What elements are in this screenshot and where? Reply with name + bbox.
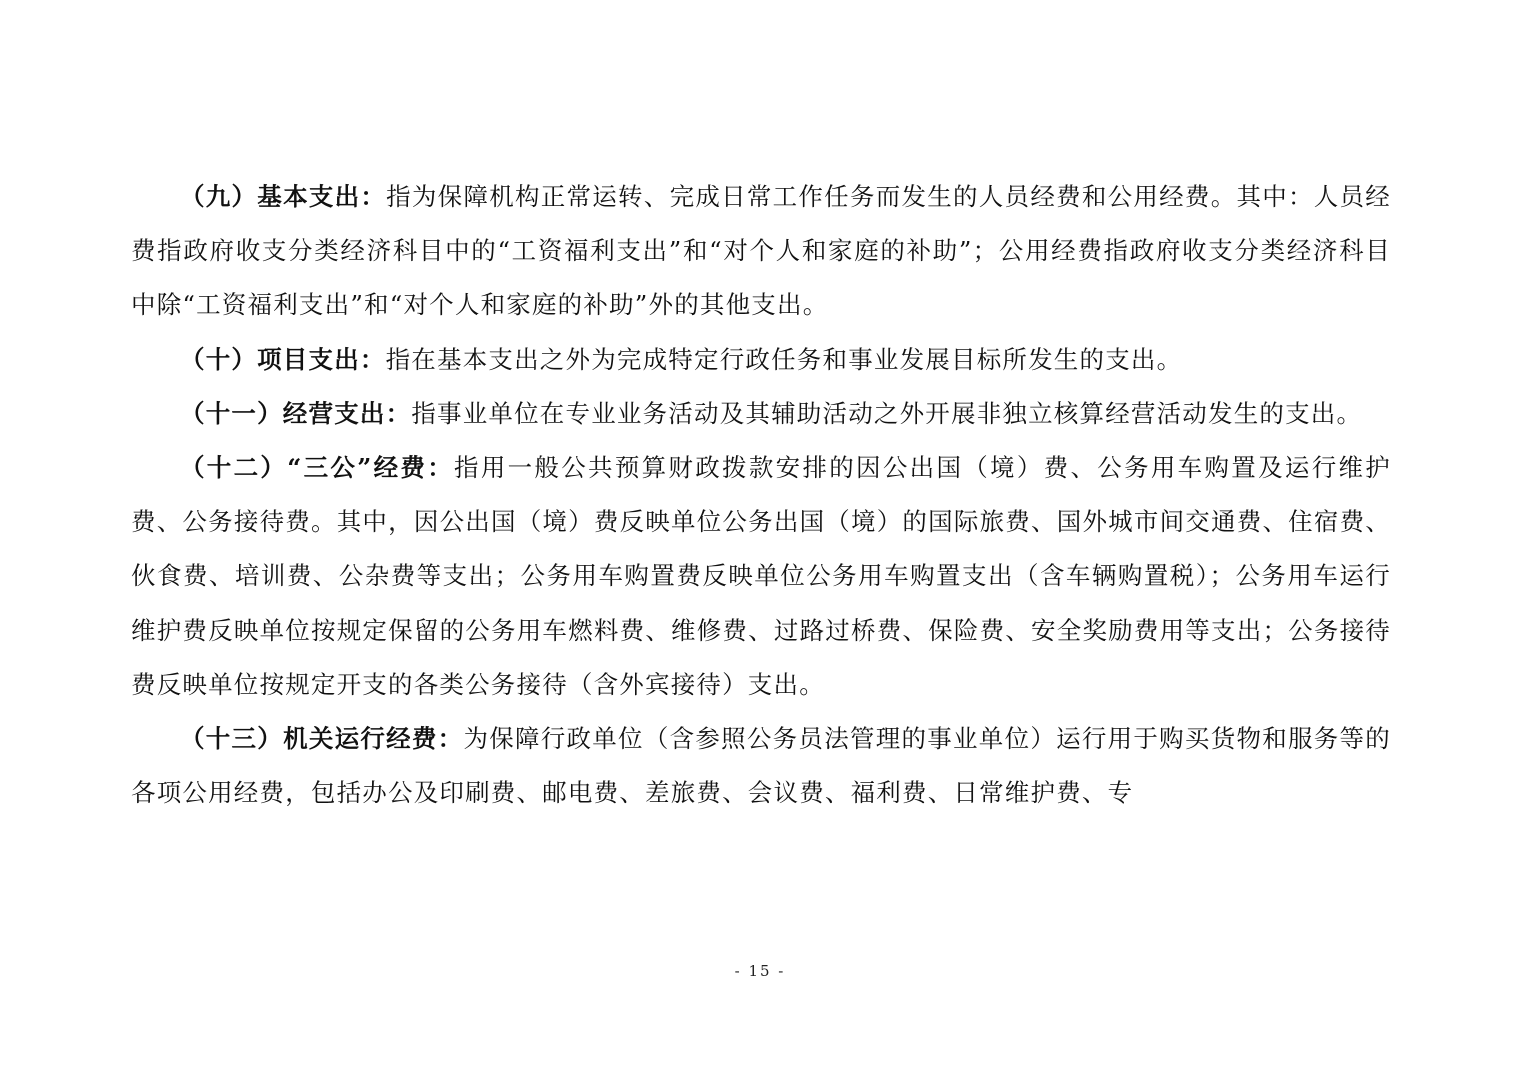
paragraph-body: 指为保障机构正常运转、完成日常工作任务而发生的人员经费和公用经费。其中：人员经费指政府收支分类经济科目中的“工资福利支出”和“对个人和家庭的补助”；公用经费指政府收支分类经济科目中除“工资福利支出”和“对个人和家庭的补助”外的其他支出。 (131, 182, 1391, 320)
term-label: （十一）经营支出： (180, 398, 412, 428)
body-text (131, 170, 1391, 820)
term-label: （十）项目支出： (180, 344, 386, 374)
paragraph-three-public-expenses (131, 441, 1391, 712)
paragraph-operating-expenditure (131, 387, 1391, 441)
paragraph-body: 指事业单位在专业业务活动及其辅助活动之外开展非独立核算经营活动发生的支出。 (411, 398, 1363, 428)
paragraph-project-expenditure (131, 333, 1391, 387)
term-label: （十三）机关运行经费： (180, 724, 464, 754)
paragraph-body: 为保障行政单位（含参照公务员法管理的事业单位）运行用于购买货物和服务等的各项公用经费，包括办公及印刷费、邮电费、差旅费、会议费、福利费、日常维护费、专 (131, 724, 1392, 808)
paragraph-body: 指用一般公共预算财政拨款安排的因公出国（境）费、公务用车购置及运行维护费、公务接待费。其中，因公出国（境）费反映单位公务出国（境）的国际旅费、国外城市间交通费、住宿费、伙食费、培训费、公杂费等支出；公务用车购置费反映单位公务用车购置支出（含车辆购置税）；公务用车运行维护费反映单位按规定保留的公务用车燃料费、维修费、过路过桥费、保险费、安全奖励费用等支出；公务接待费反映单位按规定开支的各类公务接待（含外宾接待）支出。 (131, 453, 1391, 699)
term-label: （九）基本支出： (180, 182, 387, 211)
term-label: （十二）“三公”经费： (180, 453, 455, 483)
page-number: - 15 - (734, 962, 786, 980)
paragraph-agency-operating-funds (131, 712, 1391, 820)
paragraph-basic-expenditure (131, 170, 1391, 333)
paragraph-body: 指在基本支出之外为完成特定行政任务和事业发展目标所发生的支出。 (385, 344, 1183, 374)
